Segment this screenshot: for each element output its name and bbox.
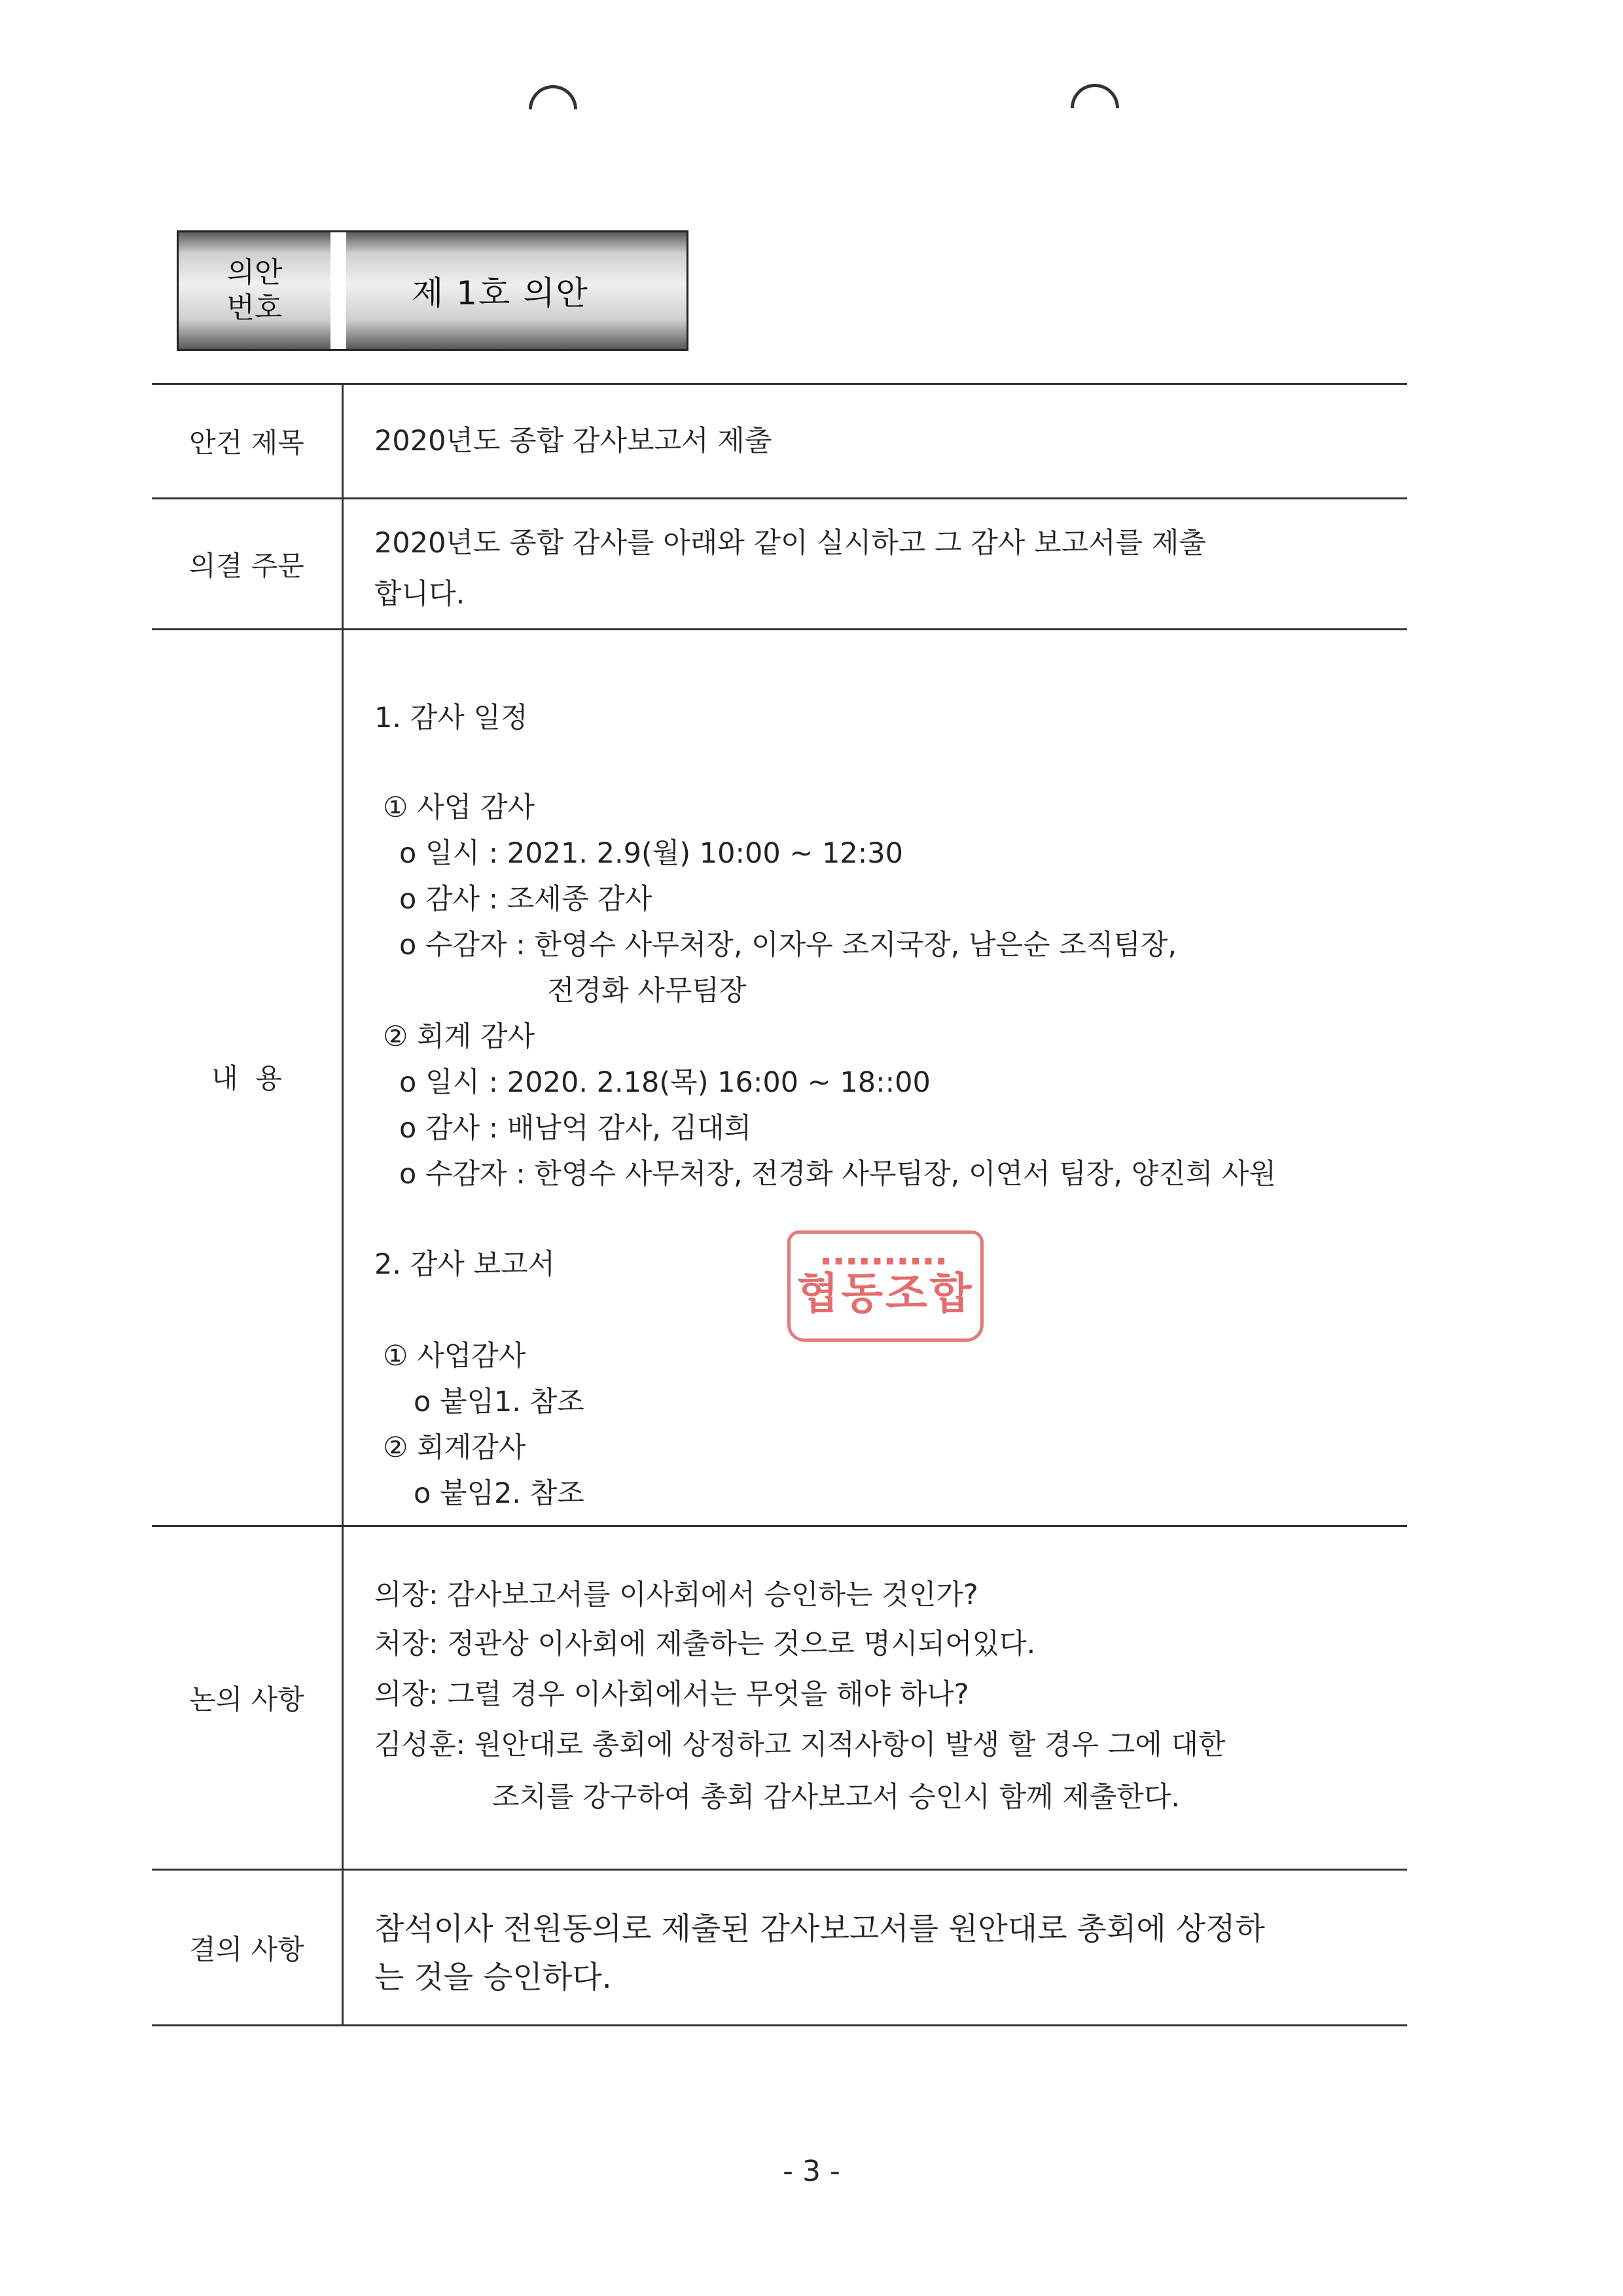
audit2-title: ② 회계 감사 [383,1020,535,1053]
table-rule-bottom [152,2024,1407,2026]
agenda-title-text: 2020년도 종합 감사보고서 제출 [374,425,772,457]
cooperative-seal-stamp [787,1230,984,1342]
report1-title: ① 사업감사 [383,1340,526,1372]
section2-title: 2. 감사 보고서 [374,1248,556,1281]
audit1-auditees-line1: o 수감자 : 한영수 사무처장, 이자우 조지국장, 남은순 조직팀장, [399,929,1177,961]
bill-box-divider [330,232,346,349]
resolution-main-label: 의결 주문 [189,549,304,582]
stamp-main-text: 협동조합 [796,1268,974,1319]
table-column-divider [342,383,344,2026]
discussion-line5: 조치를 강구하여 총회 감사보고서 승인시 함께 제출한다. [492,1781,1181,1814]
punch-hole-left [519,75,588,144]
report2-title: ② 회계감사 [383,1431,526,1464]
audit1-auditor: o 감사 : 조세종 감사 [399,883,652,916]
resolution-main-line2: 합니다. [374,578,465,611]
audit1-date: o 일시 : 2021. 2.9(월) 10:00 ~ 12:30 [399,837,903,870]
discussion-line1: 의장: 감사보고서를 이사회에서 승인하는 것인가? [374,1579,978,1611]
discussion-line2: 처장: 정관상 이사회에 제출하는 것으로 명시되어있다. [374,1628,1036,1660]
audit2-auditees: o 수감자 : 한영수 사무처장, 전경화 사무팀장, 이연서 팀장, 양진희 사원 [399,1158,1277,1191]
discussion-line3: 의장: 그럴 경우 이사회에서는 무엇을 해야 하나? [374,1678,969,1711]
audit2-auditor: o 감사 : 배남억 감사, 김대희 [399,1112,752,1145]
content-label: 내 용 [211,1062,282,1094]
report2-ref: o 붙임2. 참조 [414,1477,584,1510]
resolution-main-line1: 2020년도 종합 감사를 아래와 같이 실시하고 그 감사 보고서를 제출 [374,527,1206,560]
discussion-label: 논의 사항 [189,1683,304,1715]
decision-label: 결의 사항 [189,1933,304,1965]
audit2-date: o 일시 : 2020. 2.18(목) 16:00 ~ 18::00 [399,1066,931,1099]
table-rule-2 [152,628,1407,630]
bill-number-value: 제 1호 의안 [412,274,589,312]
page-number: - 3 - [783,2155,840,2188]
punch-hole-right [1061,74,1130,143]
report1-ref: o 붙임1. 참조 [414,1386,584,1418]
section1-title: 1. 감사 일정 [374,702,528,734]
audit1-auditees-line2: 전경화 사무팀장 [547,975,747,1007]
bill-label-line2: 번호 [226,291,283,325]
audit1-title: ① 사업 감사 [383,791,535,824]
stamp-top-band: ▪▪▪▪▪▪▪▪▪▪ [821,1252,950,1268]
bill-number-box [177,230,688,351]
discussion-line4: 김성훈: 원안대로 총회에 상정하고 지적사항이 발생 할 경우 그에 대한 [374,1729,1226,1761]
bill-label-line1: 의안 [226,256,283,289]
decision-line2: 는 것을 승인하다. [374,1960,612,1996]
bill-number-label [179,232,330,349]
decision-line1: 참석이사 전원동의로 제출된 감사보고서를 원안대로 총회에 상정하 [374,1911,1265,1947]
agenda-title-label: 안건 제목 [189,427,304,459]
